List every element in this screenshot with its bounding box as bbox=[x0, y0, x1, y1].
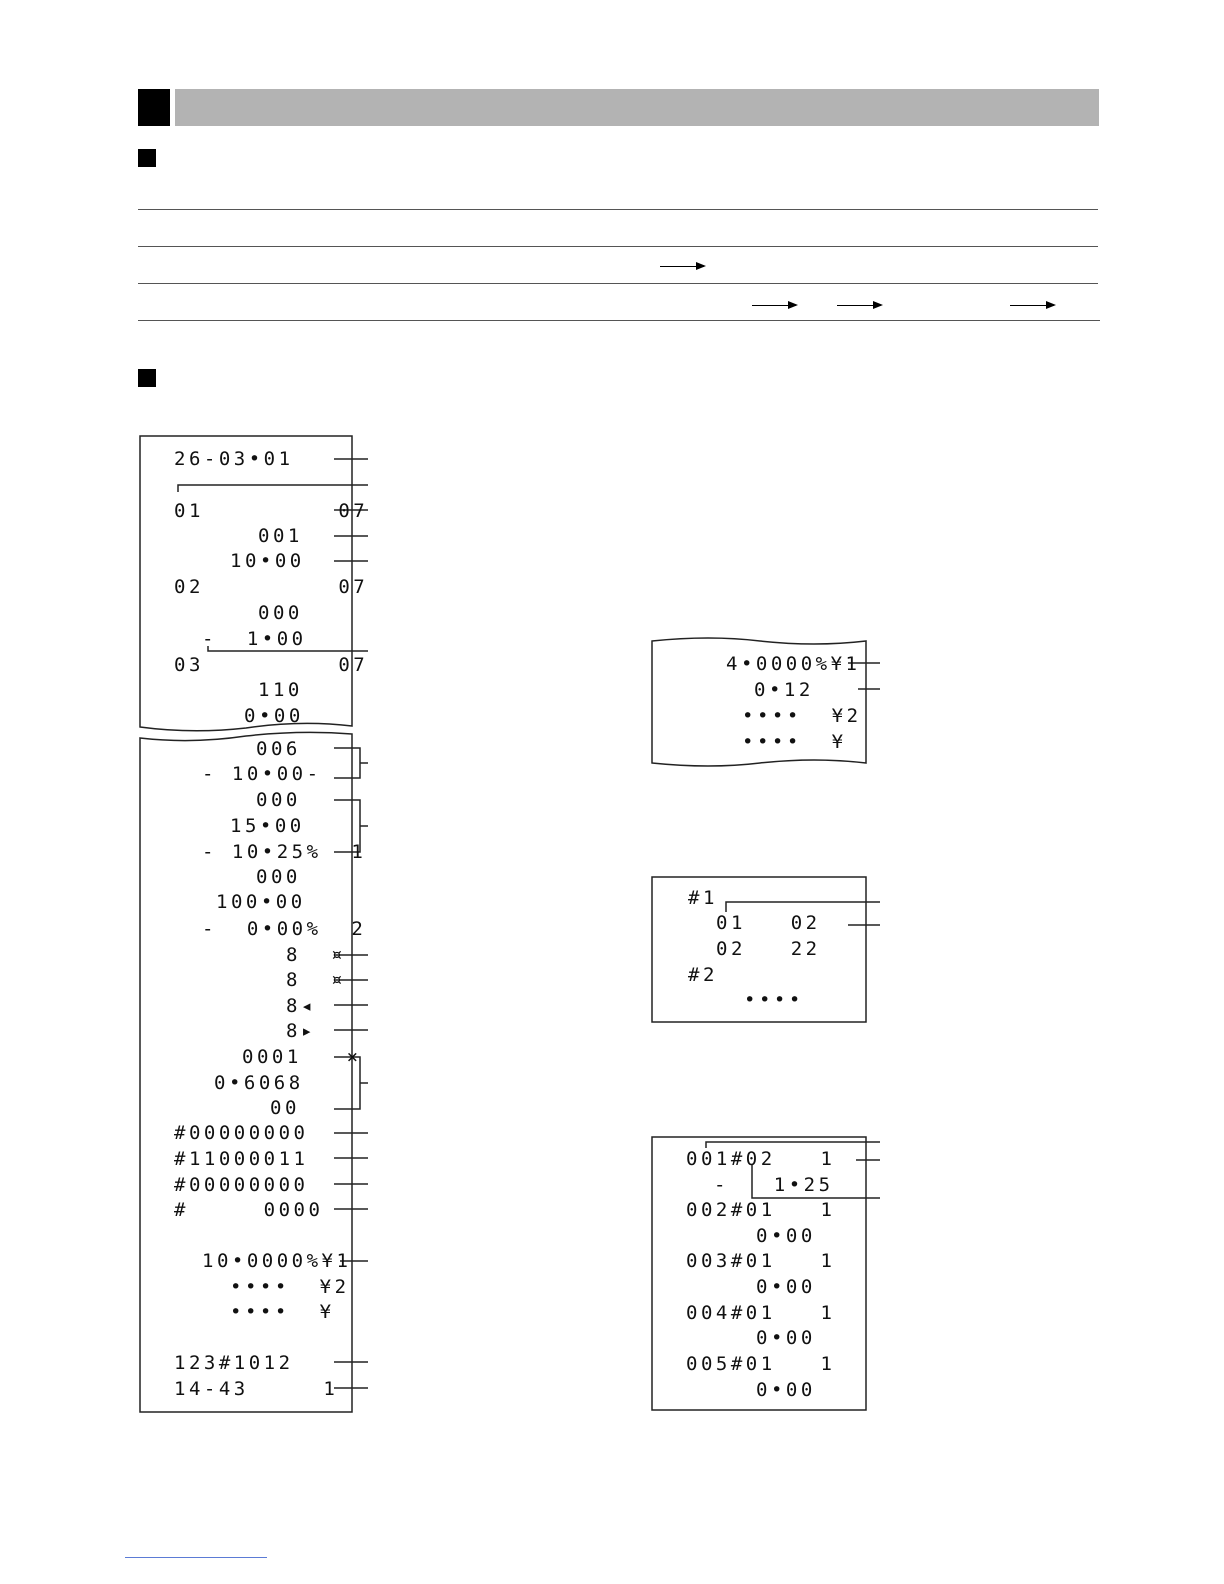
receipt-line: 02 22 bbox=[716, 938, 821, 960]
receipt-line: •••• ¥2 bbox=[742, 705, 862, 727]
receipt-line: 0•00 bbox=[756, 1225, 816, 1247]
receipt-line: 000 bbox=[256, 789, 301, 811]
receipt-line: 004#01 1 bbox=[686, 1302, 836, 1324]
receipt-line: 123#1012 bbox=[174, 1352, 294, 1374]
receipt-line: - 0•00% 2 bbox=[202, 918, 367, 940]
receipt-line: 8▸ bbox=[286, 1020, 316, 1042]
receipt-line: #11000011 bbox=[174, 1148, 309, 1170]
receipt-line: •••• bbox=[744, 989, 804, 1011]
receipt-line: 100•00 bbox=[216, 891, 306, 913]
receipt-line: - 1•00 bbox=[202, 628, 307, 650]
receipt-line: 01 07 bbox=[174, 500, 369, 522]
receipt-line: #2 bbox=[688, 964, 718, 986]
receipt-line: 0•12 bbox=[754, 679, 814, 701]
receipt-line: 002#01 1 bbox=[686, 1199, 836, 1221]
receipt-line: 000 bbox=[256, 866, 301, 888]
footer-rule bbox=[125, 1557, 267, 1558]
receipt-line: - 10•25% 1 bbox=[202, 841, 367, 863]
receipt-line: 15•00 bbox=[230, 815, 305, 837]
receipt-line: 8 ¤ bbox=[286, 969, 346, 991]
receipt-line: 001#02 1 bbox=[686, 1148, 836, 1170]
receipt-line: •••• ¥ bbox=[742, 731, 847, 753]
receipt-line: - 1•25 bbox=[714, 1174, 834, 1196]
receipt-line: # 0000 bbox=[174, 1199, 324, 1221]
receipt-line: 0•00 bbox=[244, 705, 304, 727]
receipt-line: 006 bbox=[256, 738, 301, 760]
receipt-line: 005#01 1 bbox=[686, 1353, 836, 1375]
receipt-line: #00000000 bbox=[174, 1122, 309, 1144]
receipt-line: 0•00 bbox=[756, 1327, 816, 1349]
receipt-line: 0001 × bbox=[242, 1046, 362, 1068]
receipt-line: 0•00 bbox=[756, 1276, 816, 1298]
receipt-line: 03 07 bbox=[174, 654, 369, 676]
receipt-line: 26-03•01 bbox=[174, 448, 294, 470]
receipt-line: 8◂ bbox=[286, 995, 316, 1017]
receipt-line: 8 ¤ bbox=[286, 944, 346, 966]
receipt-line: 10•0000%¥1 bbox=[202, 1250, 352, 1272]
receipt-line: 10•00 bbox=[230, 550, 305, 572]
receipt-line: •••• ¥ bbox=[230, 1301, 335, 1323]
receipt-line: 4•0000%¥1 bbox=[726, 653, 861, 675]
receipt-line: 01 02 bbox=[716, 912, 821, 934]
receipt-line: 14-43 1 bbox=[174, 1378, 339, 1400]
receipt-line: 0•00 bbox=[756, 1379, 816, 1401]
receipt-line: •••• ¥2 bbox=[230, 1276, 350, 1298]
receipt-line: #00000000 bbox=[174, 1174, 309, 1196]
receipt-line: - 10•00- bbox=[202, 763, 322, 785]
receipt-line: #1 bbox=[688, 887, 718, 909]
receipt-line: 02 07 bbox=[174, 576, 369, 598]
receipt-line: 0•6068 bbox=[214, 1072, 304, 1094]
receipt-line: 110 bbox=[258, 679, 303, 701]
receipt-line: 003#01 1 bbox=[686, 1250, 836, 1272]
receipt-line: 00 bbox=[270, 1097, 300, 1119]
receipt-line: 001 bbox=[258, 525, 303, 547]
receipt-line: 000 bbox=[258, 602, 303, 624]
